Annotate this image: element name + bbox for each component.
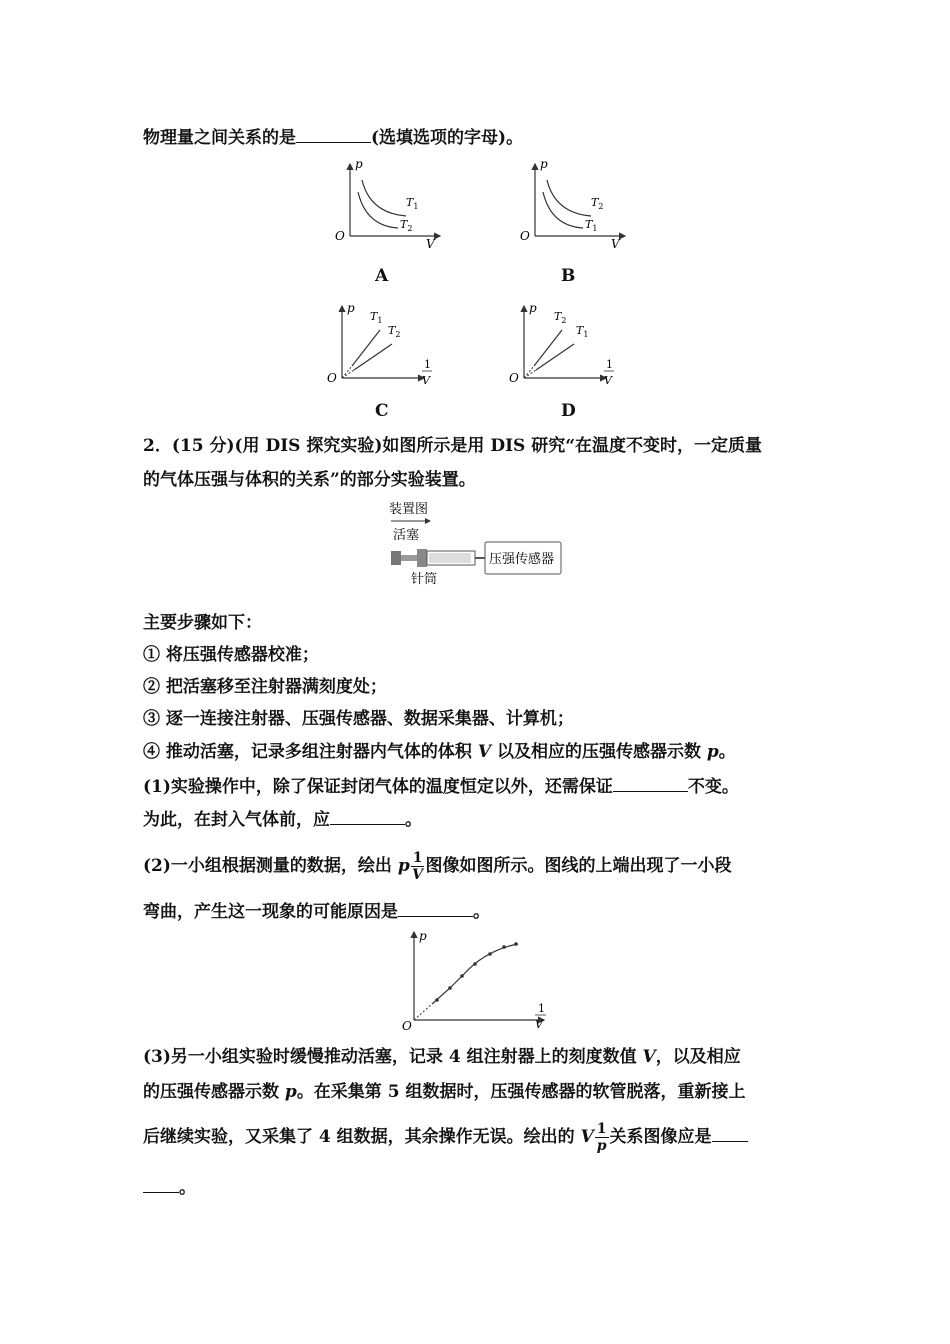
origin-label: O [520, 229, 530, 243]
axis-x-den: V [535, 1018, 543, 1031]
line-label-steep: $T_2$ [554, 310, 567, 325]
part1-line-2: 为此，在封入气体前，应 。 [143, 806, 422, 832]
apparatus-diagram [383, 497, 568, 592]
piston-label: 活塞 [393, 528, 420, 543]
option-d-label: D [561, 401, 576, 421]
axis-x-label: V [611, 237, 620, 250]
axis-y-label: p [355, 158, 363, 171]
curve-lower [543, 192, 583, 228]
data-curve [432, 944, 518, 1004]
steps-title: 主要步骤如下： [143, 613, 262, 633]
origin-label: O [509, 371, 519, 385]
option-c-label: C [375, 401, 389, 421]
q2-intro-line-2: 的气体压强与体积的关系”的部分实验装置。 [143, 470, 476, 490]
fraction-1-over-v: $\frac{1}{V}$ [412, 850, 424, 883]
axis-y-label: p [540, 158, 548, 171]
axis-y-label: p [419, 929, 427, 943]
curve-label-upper: $T_2$ [591, 196, 604, 211]
q1-tail-line: 物理量之间关系的是 (选填选项的字母)。 [143, 124, 523, 150]
line-label-shallow: $T_2$ [388, 324, 401, 339]
part2-line-1: (2)一小组根据测量的数据，绘出 p $\frac{1}{V}$ 图像如图所示。图线的上端出现了一小段 [143, 850, 732, 883]
piston-handle [391, 551, 401, 565]
option-a-label: A [375, 266, 389, 286]
apparatus-title: 装置图 [389, 502, 429, 517]
line-label-steep: $T_1$ [370, 310, 383, 325]
answer-blank-continued[interactable] [143, 1174, 179, 1193]
data-point [448, 986, 452, 990]
data-point [435, 998, 439, 1002]
graph-c [324, 300, 444, 392]
step-3: ③ 逐一连接注射器、压强传感器、数据采集器、计算机； [143, 709, 574, 729]
data-point [514, 942, 518, 946]
curve-label-lower: $T_1$ [585, 218, 598, 233]
graph-p-vs-inverse-v [398, 926, 558, 1036]
fraction-1-over-p: $\frac{1}{p}$ [596, 1121, 607, 1154]
answer-blank[interactable] [613, 773, 688, 792]
syringe-label: 针筒 [411, 572, 438, 587]
step-4: ④ 推动活塞，记录多组注射器内气体的体积 V 以及相应的压强传感器示数 p。 [143, 742, 736, 762]
curve-label-lower: $T_2$ [400, 218, 413, 233]
data-point [488, 952, 492, 956]
answer-blank[interactable] [296, 124, 371, 143]
origin-label: O [402, 1019, 412, 1033]
step-2: ② 把活塞移至注射器满刻度处； [143, 677, 387, 697]
graph-d [506, 300, 626, 392]
answer-blank[interactable] [712, 1123, 748, 1142]
axis-x-num: 1 [424, 358, 431, 371]
origin-label: O [335, 229, 345, 243]
piston-rod [401, 555, 417, 561]
axis-y-label: p [529, 301, 537, 315]
origin-label: O [327, 371, 337, 385]
sensor-label: 压强传感器 [489, 552, 555, 567]
curve-label-upper: $T_1$ [406, 196, 419, 211]
data-point [502, 945, 506, 949]
part3-line-1: (3)另一小组实验时缓慢推动活塞，记录 4 组注射器上的刻度数值 V，以及相应 [143, 1047, 741, 1067]
line-steep [352, 330, 380, 366]
curve-lower [358, 192, 398, 228]
data-point [460, 974, 464, 978]
axis-x-num: 1 [606, 358, 613, 371]
part3-line-2: 的压强传感器示数 p。在采集第 5 组数据时，压强传感器的软管脱落，重新接上 [143, 1082, 746, 1102]
part3-line-3: 后继续实验，又采集了 4 组数据，其余操作无误。绘出的 V $\frac{1}{p}$ 关系图像应是 [143, 1120, 748, 1154]
axis-x-den: V [604, 374, 612, 387]
syringe-flange [417, 549, 427, 567]
curve-upper [362, 180, 406, 216]
axis-x-den: V [422, 374, 430, 387]
axis-x-label: V [426, 237, 435, 250]
curve-upper [547, 180, 591, 216]
line-steep [534, 330, 562, 366]
graph-a [328, 158, 448, 250]
axis-x-num: 1 [538, 1002, 545, 1015]
answer-blank[interactable] [330, 806, 405, 825]
graph-b [513, 158, 633, 250]
q2-intro-line-1: 2．(15 分)(用 DIS 探究实验)如图所示是用 DIS 研究“在温度不变时，一定质量 [143, 436, 762, 456]
answer-blank[interactable] [398, 898, 473, 917]
line-label-shallow: $T_1$ [576, 324, 589, 339]
part2-line-2: 弯曲，产生这一现象的可能原因是 。 [143, 898, 490, 924]
data-point [473, 962, 477, 966]
part1-line-1: (1)实验操作中，除了保证封闭气体的温度恒定以外，还需保证 不变。 [143, 773, 739, 799]
step-1: ① 将压强传感器校准； [143, 645, 319, 665]
part3-line-4: 。 [143, 1174, 196, 1200]
axis-y-label: p [347, 301, 355, 315]
option-b-label: B [561, 266, 576, 286]
